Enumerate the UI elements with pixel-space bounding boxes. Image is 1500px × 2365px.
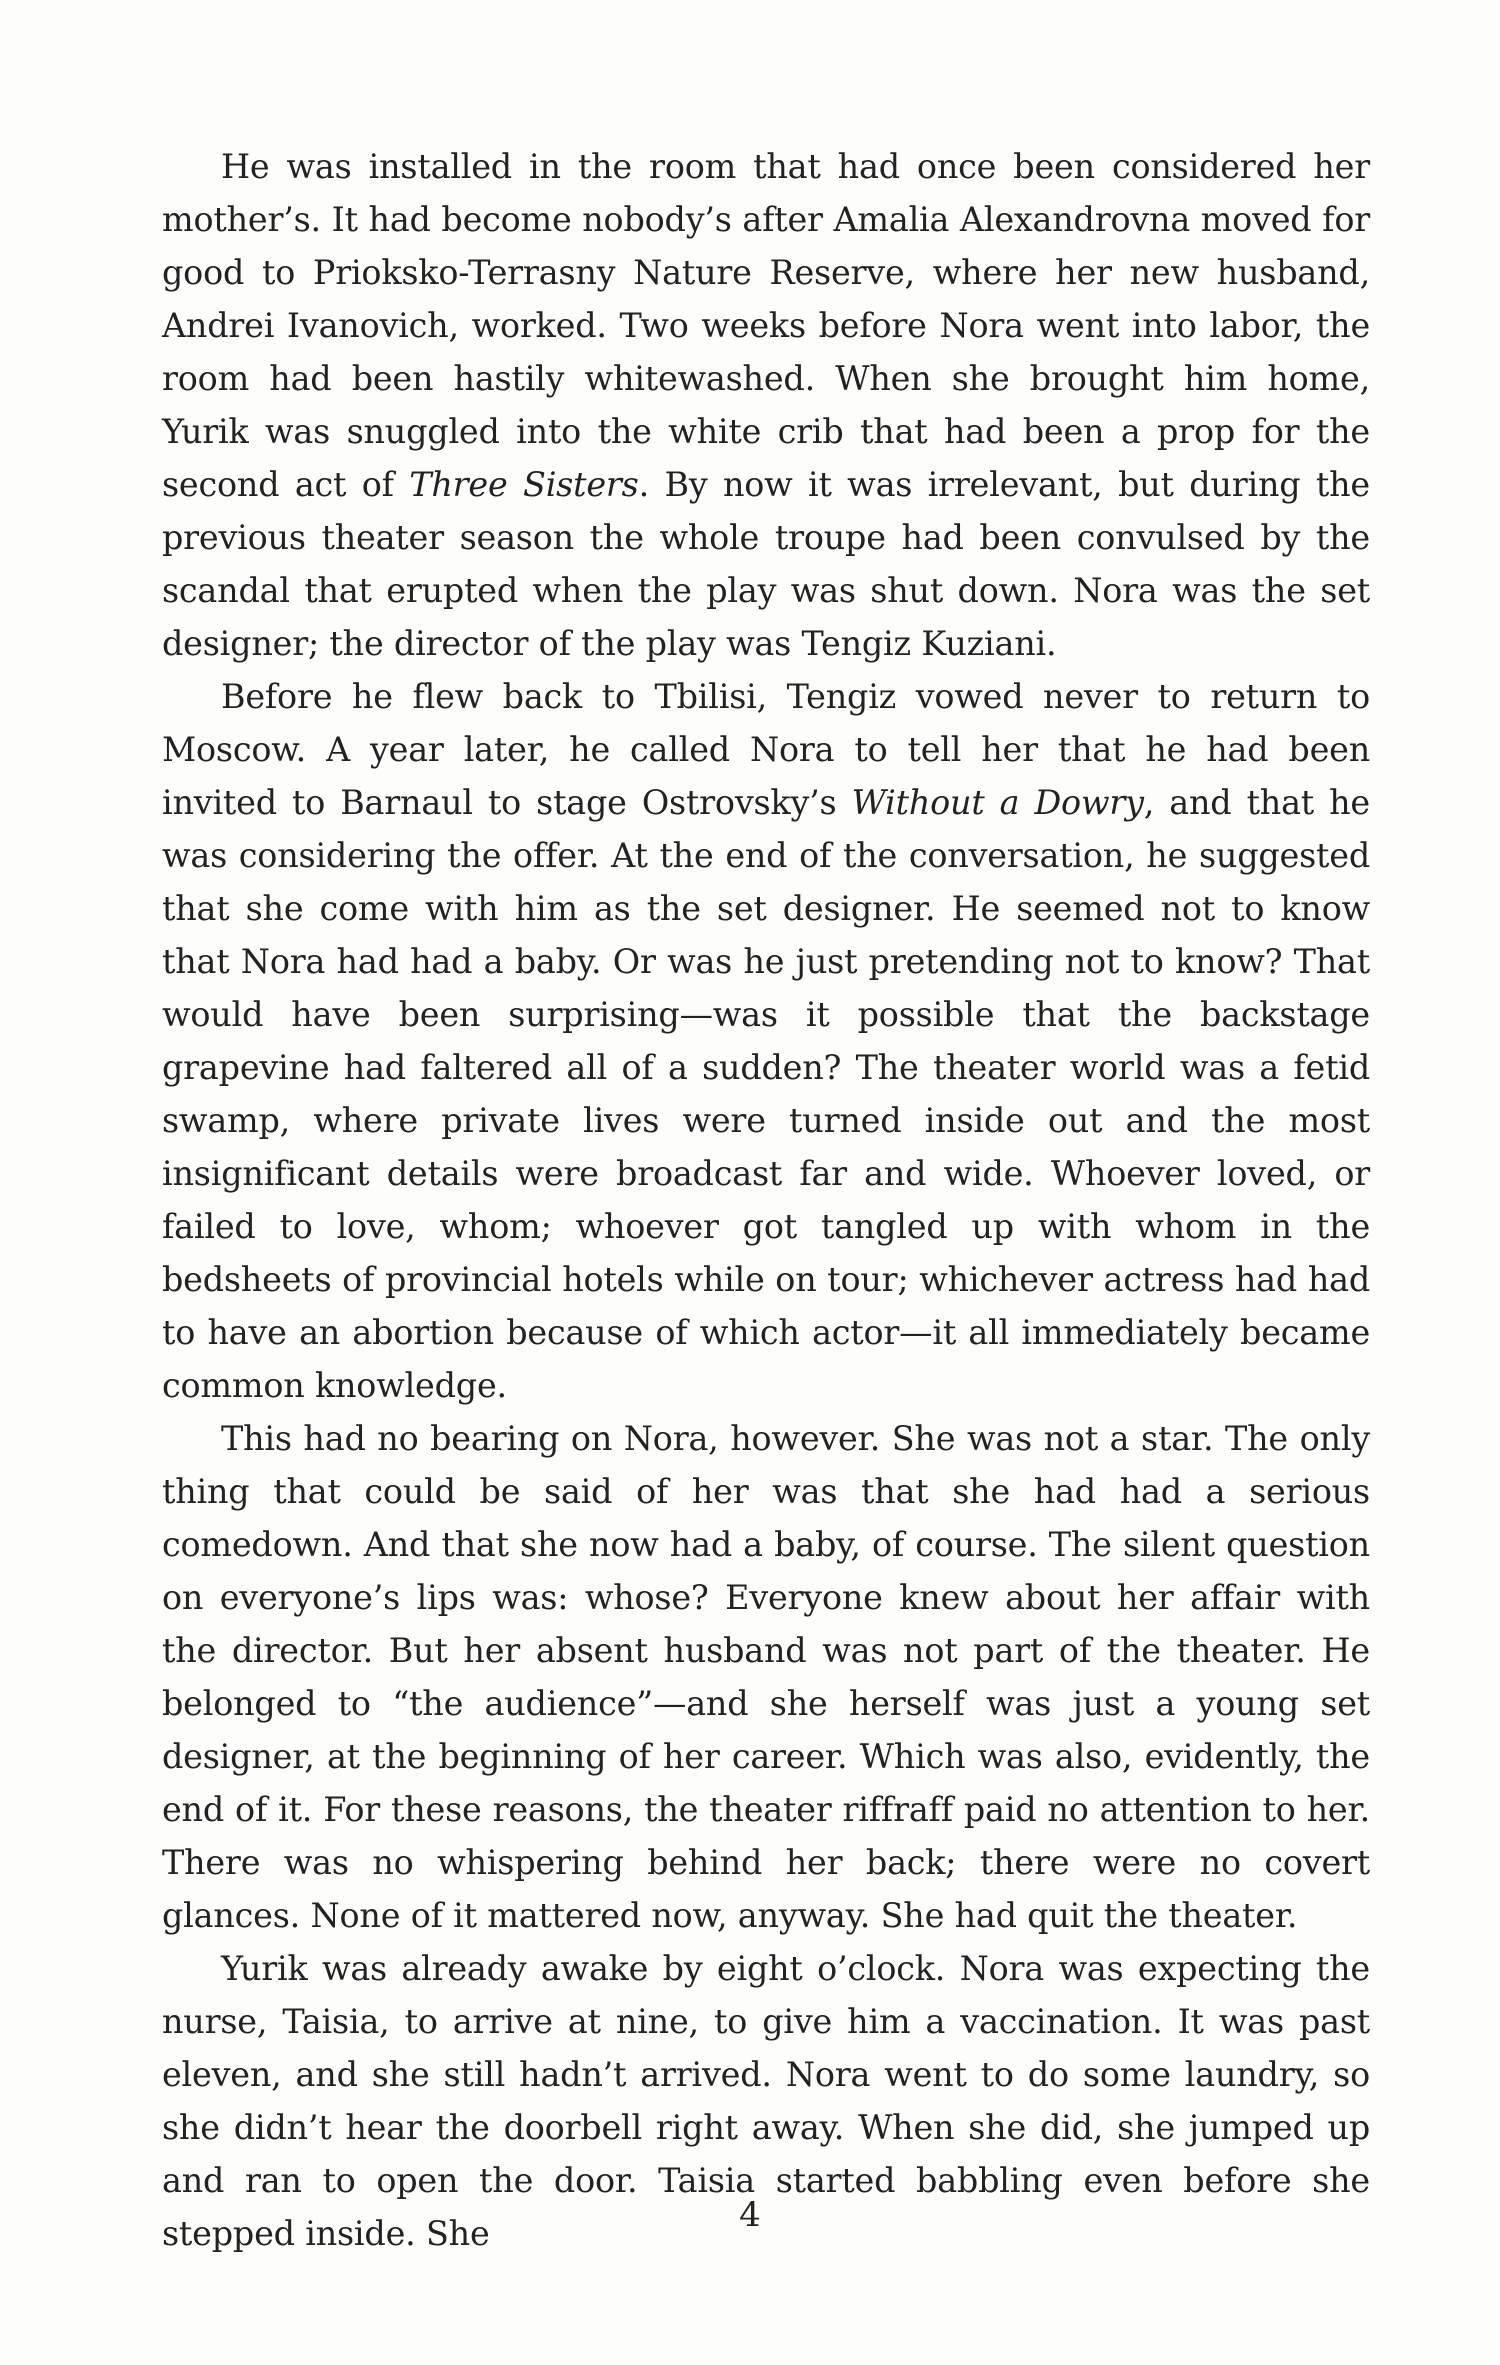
paragraph-4-text: Yurik was already awake by eight o’clock. Nora was expecting the nurse, Taisia, to arrive at nine, to give him a vaccination. It was past eleven, and she still hadn’t arrived. Nora went to do some laundry, so she didn’t hear the doorbell right away. When she did, she jumped up and ran to open the door. Taisia started babbling even before she stepped inside. She: [162, 1949, 1370, 2253]
page-body: [162, 140, 1370, 2260]
paragraph-3: [162, 1412, 1370, 1942]
paragraph-1-text-a: He was installed in the room that had once been considered her mother’s. It had become nobody’s after Amalia Alexandrovna moved for good to Prioksko-Terrasny Nature Reserve, where her new husband, Andrei Ivanovich, worked. Two weeks before Nora went into labor, the room had been hastily whitewashed. When she brought him home, Yurik was snuggled into the white crib that had been a prop for the second act of: [162, 147, 1370, 504]
paragraph-2-text-b: , and that he was considering the offer. At the end of the conversation, he suggested that she come with him as the set designer. He seemed not to know that Nora had had a baby. Or was he just pretending not to know? That would have been surprising—was it possible that the backstage grapevine had faltered all of a sudden? The theater world was a fetid swamp, where private lives were turned inside out and the most insignificant details were broadcast far and wide. Whoever loved, or failed to love, whom; whoever got tangled up with whom in the bedsheets of provincial hotels while on tour; whichever actress had had to have an abortion because of which actor—it all immediately became common knowledge.: [162, 783, 1370, 1405]
paragraph-3-text: This had no bearing on Nora, however. She was not a star. The only thing that could be said of her was that she had had a serious comedown. And that she now had a baby, of course. The silent question on everyone’s lips was: whose? Everyone knew about her affair with the director. But her absent husband was not part of the theater. He belonged to “the audience”—and she herself was just a young set designer, at the beginning of her career. Which was also, evidently, the end of it. For these reasons, the theater riffraff paid no attention to her. There was no whispering behind her back; there were no covert glances. None of it mattered now, anyway. She had quit the theater.: [162, 1419, 1370, 1935]
paragraph-1-text-b: . By now it was irrelevant, but during the previous theater season the whole troupe had been convulsed by the scandal that erupted when the play was shut down. Nora was the set designer; the director of the play was Tengiz Kuziani.: [162, 465, 1370, 663]
page-number: 4: [739, 2195, 761, 2235]
play-title-without-a-dowry: Without a Dowry: [851, 783, 1144, 822]
play-title-three-sisters: Three Sisters: [409, 465, 639, 504]
paragraph-2: [162, 670, 1370, 1412]
paragraph-2-text-a: Before he flew back to Tbilisi, Tengiz vowed never to return to Moscow. A year later, he called Nora to tell her that he had been invited to Barnaul to stage Ostrovsky’s: [162, 677, 1370, 822]
paragraph-1: [162, 140, 1370, 670]
